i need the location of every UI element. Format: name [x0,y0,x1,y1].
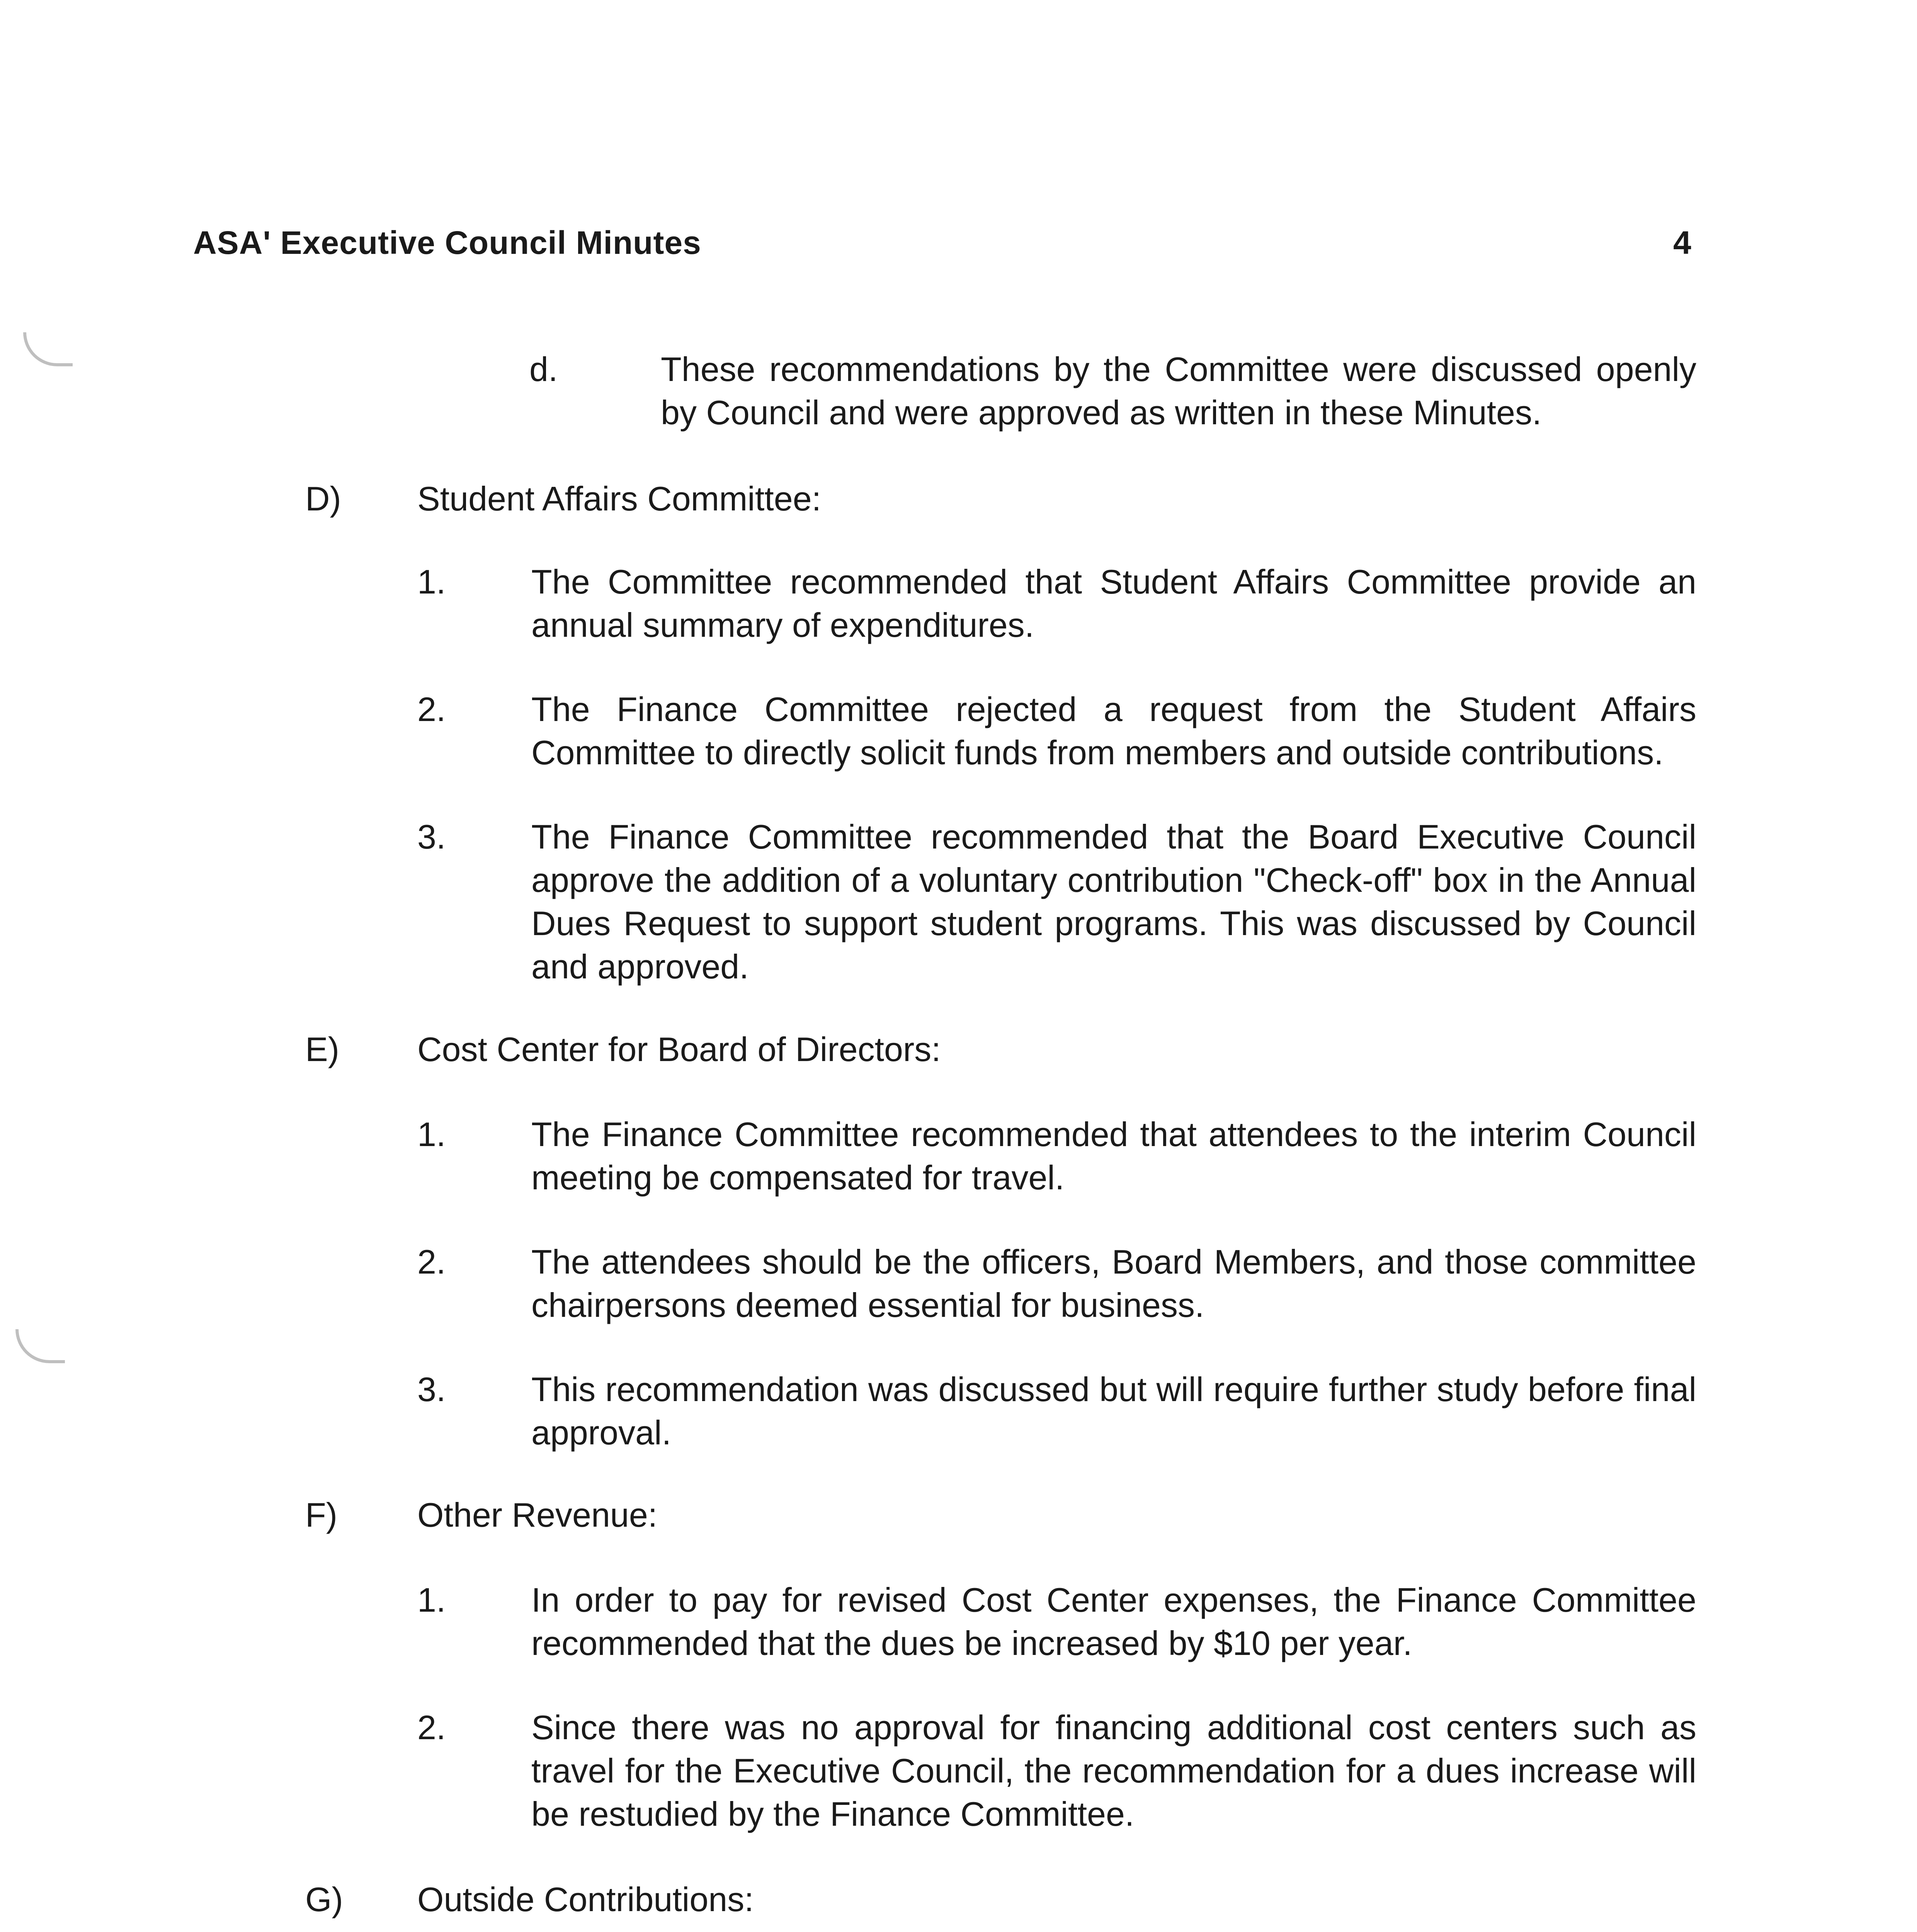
section-f-item-1-text: In order to pay for revised Cost Center expenses, the Finance Committee recommended that the dues be increased by $10 per year. [531,1581,1696,1662]
section-g-label: G) [305,1880,343,1918]
section-e-item-2-number: 2. [417,1243,446,1281]
section-d-item-2-text: The Finance Committee rejected a request from the Student Affairs Committee to directly solicit funds from members and outside contributions. [531,690,1696,772]
section-e-heading: Cost Center for Board of Directors: [417,1030,941,1068]
section-f-label: F) [305,1496,338,1534]
section-e-item-1-text: The Finance Committee recommended that attendees to the interim Council meeting be compensated for travel. [531,1115,1696,1197]
page-header-title: ASA' Executive Council Minutes [193,224,701,261]
section-d-heading: Student Affairs Committee: [417,480,822,518]
section-g-heading: Outside Contributions: [417,1880,754,1918]
section-e-item-1-number: 1. [417,1115,446,1153]
item-d-text: These recommendations by the Committee were discussed openly by Council and were approved as written in these Minutes. [661,350,1696,432]
section-d-item-1-number: 1. [417,563,446,601]
section-f-item-2-number: 2. [417,1708,446,1747]
section-e-label: E) [305,1030,339,1068]
section-d-item-3-number: 3. [417,818,446,856]
section-d-label: D) [305,480,341,518]
page-number: 4 [1673,224,1691,261]
section-f-item-2-text: Since there was no approval for financing additional cost centers such as travel for the Executive Council, the recommendation for a dues increase will be restudied by the Finance Committee. [531,1708,1696,1833]
section-d-item-2-number: 2. [417,690,446,728]
section-e-item-3-number: 3. [417,1370,446,1408]
punch-hole-mark [23,332,73,366]
section-d-item-1-text: The Committee recommended that Student Affairs Committee provide an annual summary of expenditures. [531,563,1696,644]
section-e-item-3-text: This recommendation was discussed but will require further study before final approval. [531,1370,1696,1452]
section-e-item-2-text: The attendees should be the officers, Board Members, and those committee chairpersons deemed essential for business. [531,1243,1696,1324]
section-d-item-3-text: The Finance Committee recommended that the Board Executive Council approve the addition of a voluntary contribution "Check-off" box in the Annual Dues Request to support student programs. This was discussed by Council and approved. [531,818,1696,986]
section-f-heading: Other Revenue: [417,1496,658,1534]
punch-hole-mark [15,1329,65,1363]
section-f-item-1-number: 1. [417,1581,446,1619]
item-d-label: d. [529,350,558,388]
